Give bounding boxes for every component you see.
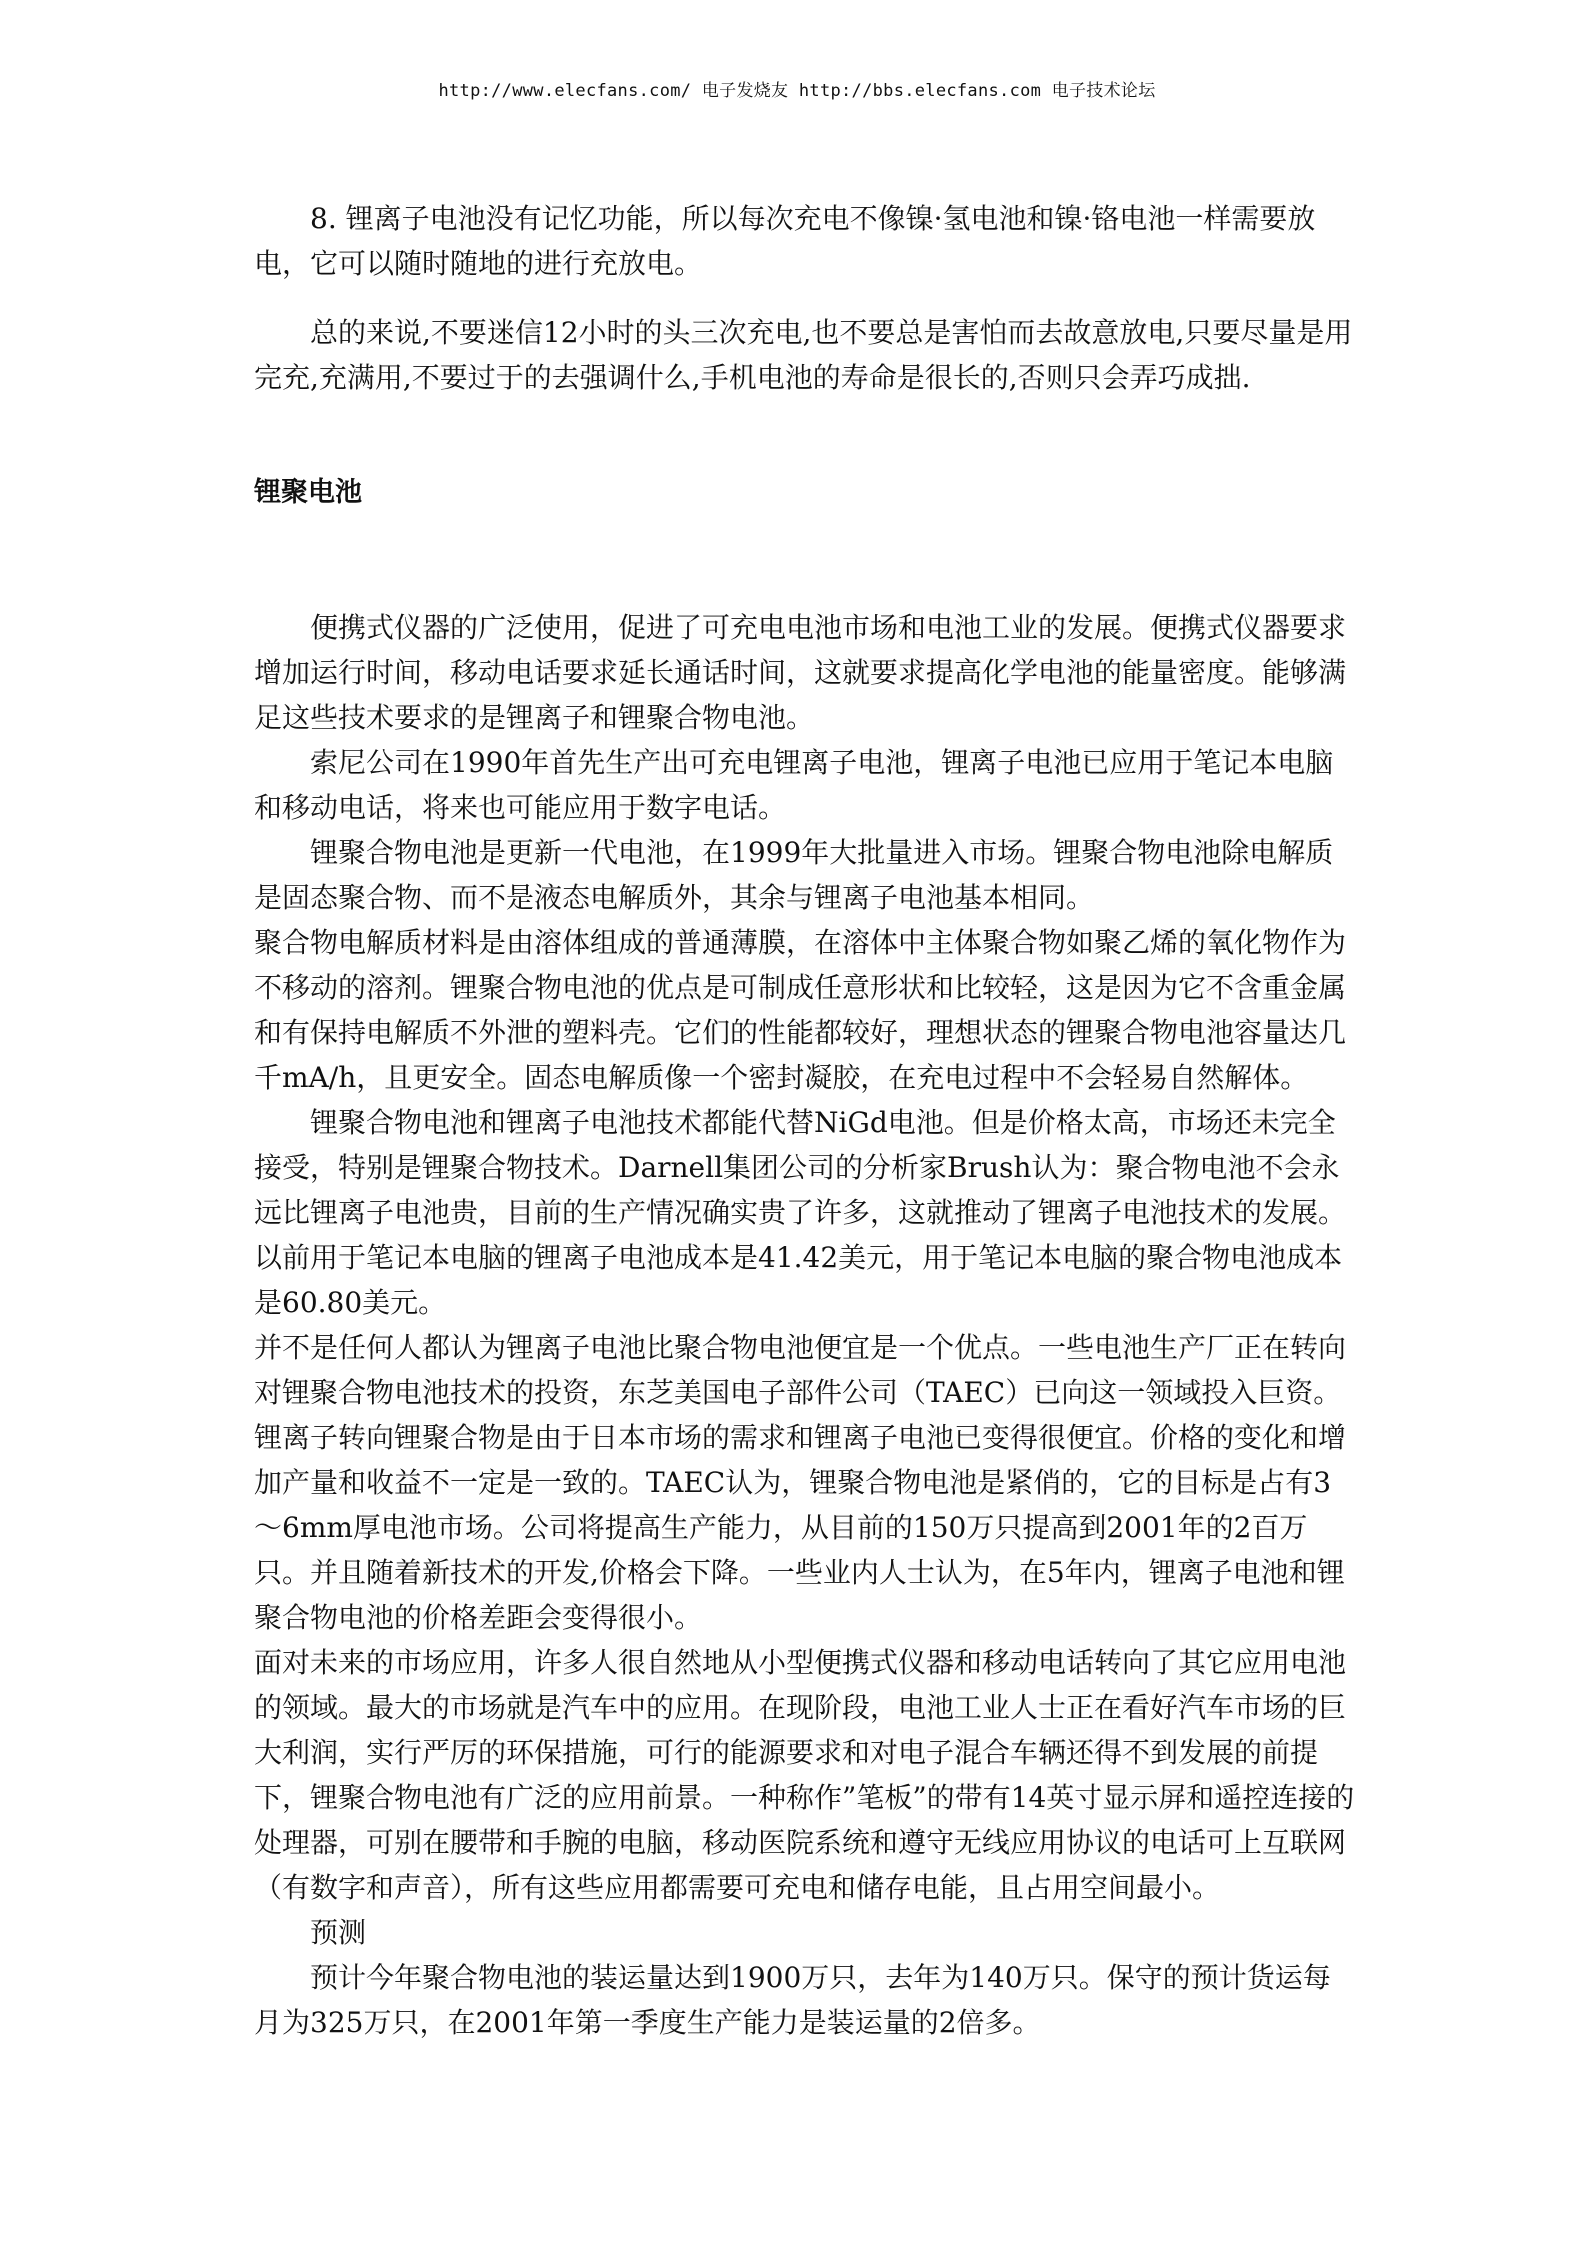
page-header: http://www.elecfans.com/ 电子发烧友 http://bbs.elecfans.com 电子技术论坛: [438, 81, 1156, 101]
paragraph-no-memory-effect: 8. 锂离子电池没有记忆功能，所以每次充电不像镍·氢电池和镍·铬电池一样需要放电，它可以随时随地的进行充放电。: [254, 202, 1316, 280]
section-heading: 锂聚电池: [254, 477, 362, 508]
paragraph-applications: 面对未来的市场应用，许多人很自然地从小型便携式仪器和移动电话转向了其它应用电池的领域。最大的市场就是汽车中的应用。在现阶段，电池工业人士正在看好汽车市场的巨大利润，实行严厉的环保措施，可行的能源要求和对电子混合车辆还得不到发展的前提下，锂聚合物电池有广泛的应用前景。一种称作”笔板”的带有14英寸显示屏和遥控连接的处理器，可别在腰带和手腕的电脑，移动医院系统和遵守无线应用协议的电话可上互联网（有数字和声音），所有这些应用都需要可充电和储存电能，且占用空间最小。: [254, 1646, 1355, 1904]
spacer: [254, 286, 1358, 310]
paragraph-cost: 锂聚合物电池和锂离子电池技术都能代替NiGd电池。但是价格太高，市场还未完全接受，特别是锂聚合物技术。Darnell集团公司的分析家Brush认为：聚合物电池不会永远比锂离子电池贵，目前的生产情况确实贵了许多，这就推动了锂离子电池技术的发展。以前用于笔记本电脑的锂离子电池成本是41.42美元，用于笔记本电脑的聚合物电池成本是60.80美元。: [254, 1106, 1347, 1319]
paragraph-sony: 索尼公司在1990年首先生产出可充电锂离子电池，锂离子电池已应用于笔记本电脑和移动电话，将来也可能应用于数字电话。: [254, 746, 1334, 824]
spacer: [254, 400, 1358, 470]
spacer: [254, 515, 1358, 605]
paragraph-investment: 并不是任何人都认为锂离子电池比聚合物电池便宜是一个优点。一些电池生产厂正在转向对锂聚合物电池技术的投资，东芝美国电子部件公司（TAEC）已向这一领域投入巨资。锂离子转向锂聚合物是由于日本市场的需求和锂离子电池已变得很便宜。价格的变化和增加产量和收益不一定是一致的。TAEC认为，锂聚合物电池是紧俏的，它的目标是占有3～6mm厚电池市场。公司将提高生产能力，从目前的150万只提高到2001年的2百万只。并且随着新技术的开发,价格会下降。一些业内人士认为，在5年内，锂离子电池和锂聚合物电池的价格差距会变得很小。: [254, 1331, 1347, 1634]
paragraph-electrolyte: 聚合物电解质材料是由溶体组成的普通薄膜，在溶体中主体聚合物如聚乙烯的氧化物作为不移动的溶剂。锂聚合物电池的优点是可制成任意形状和比较轻，这是因为它不含重金属和有保持电解质不外泄的塑料壳。它们的性能都较好，理想状态的锂聚合物电池容量达几千mA/h，且更安全。固态电解质像一个密封凝胶，在充电过程中不会轻易自然解体。: [254, 926, 1347, 1094]
paragraph-forecast: 预计今年聚合物电池的装运量达到1900万只，去年为140万只。保守的预计货运每月为325万只，在2001年第一季度生产能力是装运量的2倍多。: [254, 1961, 1331, 2039]
paragraph-summary: 总的来说,不要迷信12小时的头三次充电,也不要总是害怕而去故意放电,只要尽量是用完充,充满用,不要过于的去强调什么,手机电池的寿命是很长的,否则只会弄巧成拙.: [254, 316, 1353, 394]
document-body: [254, 196, 1358, 2045]
paragraph-new-generation: 锂聚合物电池是更新一代电池，在1999年大批量进入市场。锂聚合物电池除电解质是固态聚合物、而不是液态电解质外，其余与锂离子电池基本相同。: [254, 836, 1334, 914]
paragraph-portable-devices: 便携式仪器的广泛使用，促进了可充电电池市场和电池工业的发展。便携式仪器要求增加运行时间，移动电话要求延长通话时间，这就要求提高化学电池的能量密度。能够满足这些技术要求的是锂离子和锂聚合物电池。: [254, 611, 1347, 734]
paragraph-forecast-label: 预测: [310, 1916, 367, 1949]
